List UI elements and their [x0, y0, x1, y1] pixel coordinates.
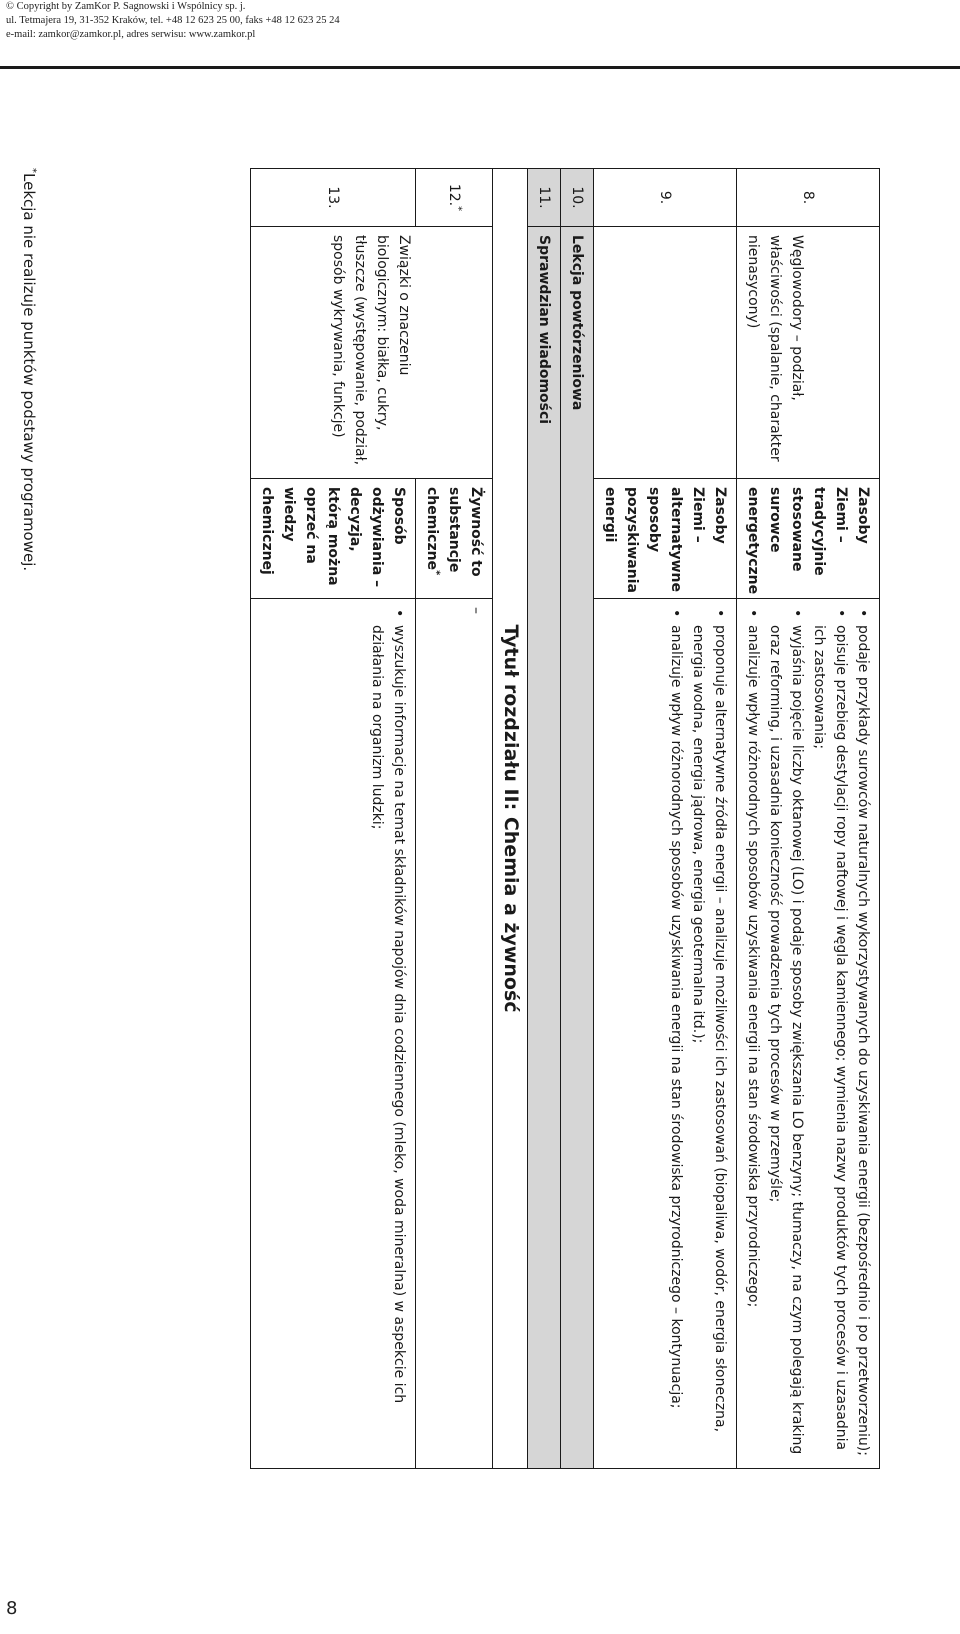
- table-row: [737, 169, 880, 1469]
- review-lesson-label: Lekcja powtórzeniowa: [569, 235, 585, 411]
- copyright-block: [6, 0, 606, 42]
- requirements-cell: [594, 599, 737, 1469]
- topic-title: Zasoby Ziemi – tradycyjnie stosowane surowce energetyczne: [745, 487, 871, 595]
- footnote-mark: *: [27, 168, 38, 173]
- copyright-line: © Copyright by ZamKor P. Sagnowski i Wspólnicy sp. j.: [6, 1, 246, 12]
- test-cell: [528, 227, 561, 1469]
- requirements-list: [742, 607, 874, 1460]
- requirements-list: [366, 607, 410, 1460]
- topic-cell: [737, 479, 880, 599]
- list-item: • opisuje przebieg destylacji ropy naftowej i węgla kamiennego; wymienia nazwy produktów tych procesów i uzasadnia ich zastosowania;: [808, 607, 852, 1460]
- topic-cell: [416, 479, 493, 599]
- topic-cell: [594, 479, 737, 599]
- list-item: • podaje przykłady surowców naturalnych wykorzystywanych do uzyskiwania energii (bezpośrednio i po przetworzeniu);: [852, 607, 874, 1460]
- topic-title: Żywność to substancje chemiczne: [424, 487, 484, 577]
- lesson-number: 13.: [251, 169, 416, 227]
- requirements-cell: –: [416, 599, 493, 1469]
- list-item: • analizuje wpływ różnorodnych sposobów uzyskiwania energii na stan środowiska przyrodniczego – kontynuacja;: [665, 607, 687, 1460]
- topic-cell: [251, 479, 416, 599]
- list-item: • wyszukuje informacje na temat składników napojów dnia codziennego (mleko, woda mineralna) w aspekcie ich działania na organizm ludzki;: [366, 607, 410, 1460]
- rotated-page-content: [20, 168, 880, 1468]
- requirements-list: [665, 607, 731, 1460]
- section-title: Tytuł rozdziału II: Chemia a żywność: [500, 624, 522, 1013]
- table-row: [528, 169, 561, 1469]
- header-rule: [0, 66, 960, 69]
- asterisk-mark: *: [452, 206, 464, 212]
- table-row: [561, 169, 594, 1469]
- test-label: Sprawdzian wiadomości: [536, 235, 552, 425]
- topic-title: Sposób odżywiania – decyzja, którą można oprzeć na wiedzy chemicznej: [259, 487, 407, 588]
- content-cell: Węglowodory – podział, właściwości (spalanie, charakter nienasycony): [737, 227, 880, 479]
- content-cell: Związki o znaczeniu biologicznym: białka, cukry, tłuszcze (występowanie, podział, sposób wykrywania, funkcje): [251, 227, 493, 479]
- footnote-text: Lekcja nie realizuje punktów podstawy programowej.: [20, 173, 38, 572]
- list-item: • wyjaśnia pojęcie liczby oktanowej (LO) i podaje sposoby zwiększania LO benzyny; tłumaczy, na czym polegają kraking oraz reforming, i uzasadnia konieczność prowadzenia tych procesów w przemyśle;: [764, 607, 808, 1460]
- list-item: • analizuje wpływ różnorodnych sposobów uzyskiwania energii na stan środowiska przyrodniczego;: [742, 607, 764, 1460]
- review-lesson-cell: [561, 227, 594, 1469]
- lesson-number-text: 12.: [446, 183, 462, 207]
- lesson-number: 10.: [561, 169, 594, 227]
- section-row: [493, 169, 528, 1469]
- content-cell: [594, 227, 737, 479]
- lesson-table: [250, 168, 880, 1469]
- lesson-number: [416, 169, 493, 227]
- requirements-cell: [251, 599, 416, 1469]
- footnote: [20, 168, 38, 1468]
- asterisk-mark: *: [430, 570, 442, 576]
- section-cell: [493, 169, 528, 1469]
- lesson-number: 11.: [528, 169, 561, 227]
- list-item: • proponuje alternatywne źródła energii – analizuje możliwości ich zastosowań (biopaliwa, wodór, energia słoneczna, energia wodna, energia jądrowa, energia geotermalna itd.);: [687, 607, 731, 1460]
- lesson-number: 8.: [737, 169, 880, 227]
- address-line: ul. Tetmajera 19, 31-352 Kraków, tel. +48 12 623 25 00, faks +48 12 623 25 24: [6, 15, 340, 26]
- topic-title: Zasoby Ziemi – alternatywne sposoby pozyskiwania energii: [602, 487, 728, 593]
- page-number: 8: [6, 1598, 18, 1619]
- requirements-cell: [737, 599, 880, 1469]
- contact-line: e-mail: zamkor@zamkor.pl, adres serwisu: www.zamkor.pl: [6, 29, 256, 40]
- table-row: [416, 169, 493, 1469]
- lesson-number: 9.: [594, 169, 737, 227]
- table-row: [594, 169, 737, 1469]
